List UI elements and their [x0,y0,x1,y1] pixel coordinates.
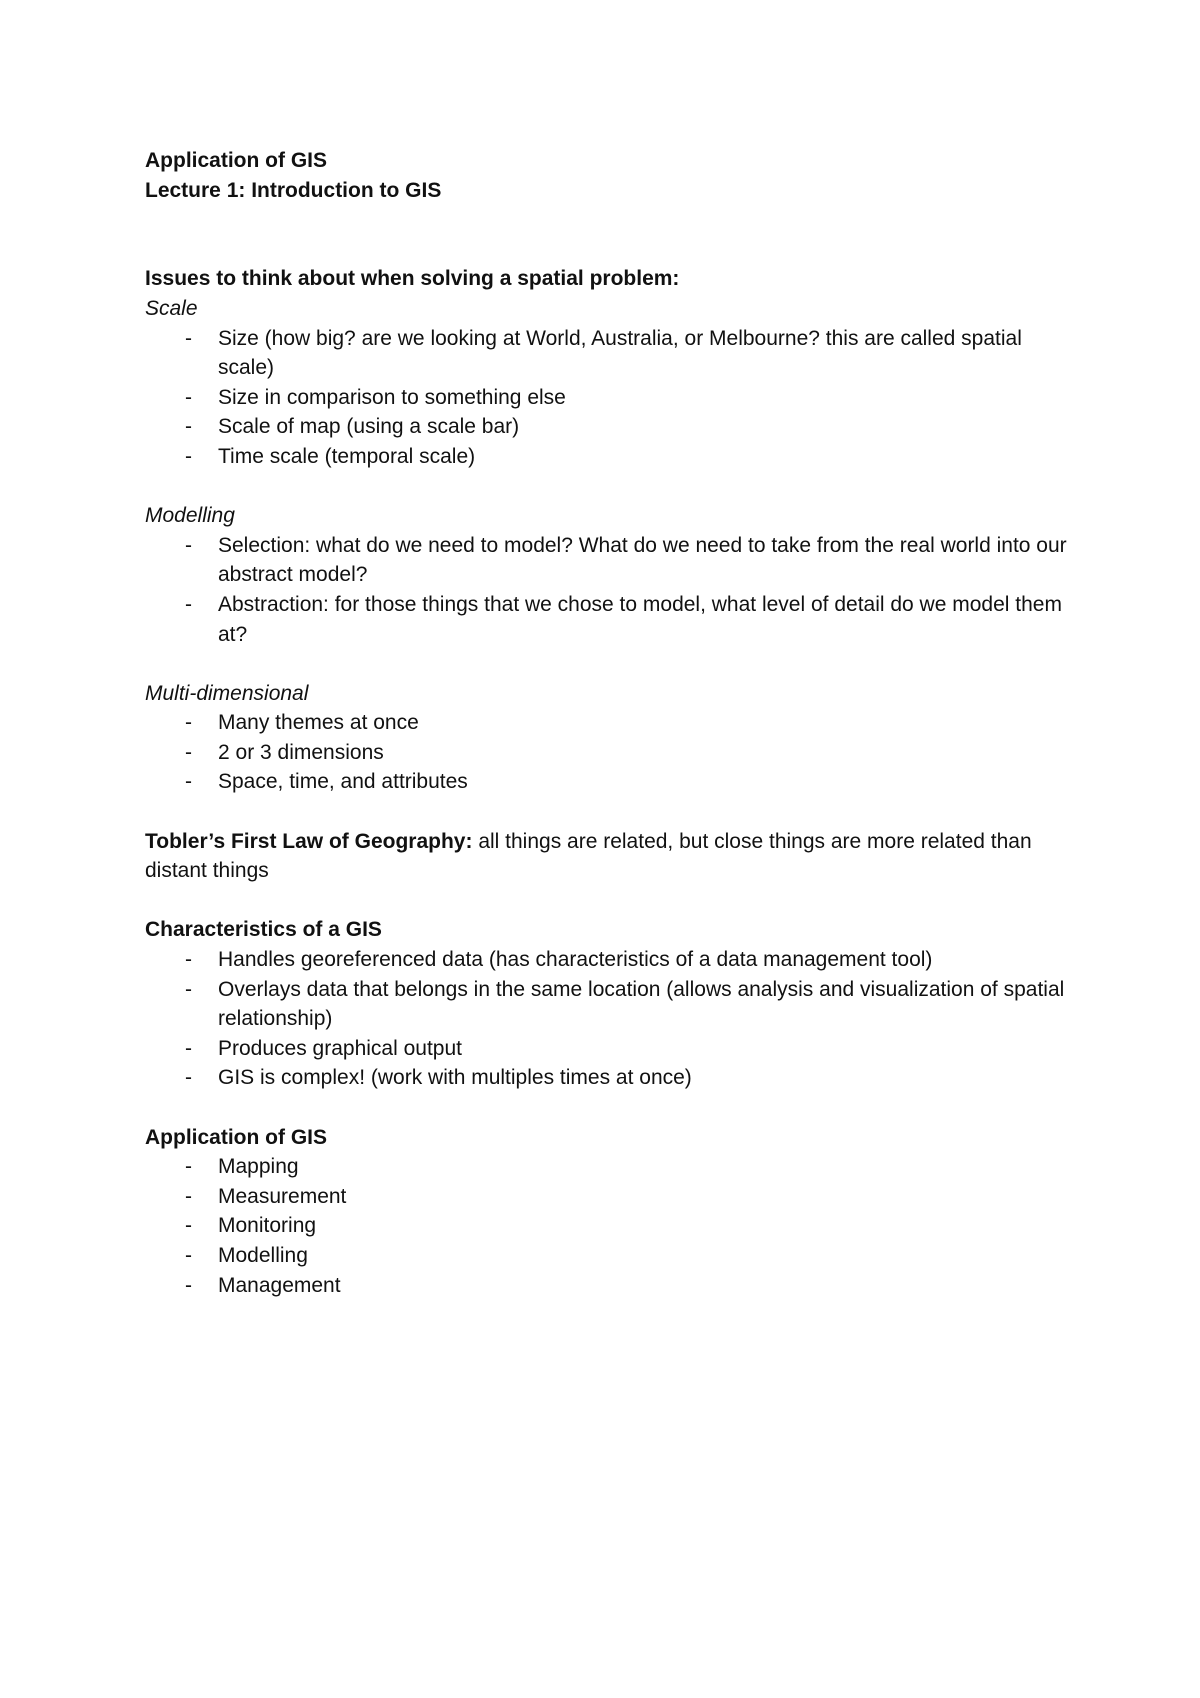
list-item [145,708,1070,738]
tobler-law-term: Tobler’s First Law of Geography: [145,829,473,853]
list-item [145,1034,1070,1064]
list-item-text: Modelling [218,1243,308,1267]
list-item-text: Measurement [218,1184,347,1208]
tobler-law-paragraph [145,827,1070,886]
bullet-dash: - [185,385,192,409]
list-item-text: Monitoring [218,1214,317,1238]
bullet-dash: - [185,740,192,764]
bullet-dash: - [185,948,192,972]
list-item-text: Space, time, and attributes [218,770,468,794]
characteristics-list [145,945,1070,1093]
bullet-dash: - [185,1273,192,1297]
list-item [145,1182,1070,1212]
multi-dimensional-list [145,708,1070,797]
list-item-text: Size in comparison to something else [218,385,566,409]
list-item [145,975,1070,1034]
modelling-label: Modelling [145,504,235,528]
bullet-dash: - [185,1036,192,1060]
list-item-text: Many themes at once [218,711,419,735]
bullet-dash: - [185,1214,192,1238]
list-item [145,1211,1070,1241]
applications-list [145,1152,1070,1300]
list-item-text: Scale of map (using a scale bar) [218,415,520,439]
bullet-dash: - [185,326,192,350]
bullet-dash: - [185,1066,192,1090]
applications-heading: Application of GIS [145,1125,327,1149]
list-item-text: Size (how big? are we looking at World, Australia, or Melbourne? this are called spatial scale) [218,326,1022,380]
list-item-text: Overlays data that belongs in the same location (allows analysis and visualization of spatial relationship) [218,977,1065,1031]
list-item [145,590,1070,649]
list-item [145,945,1070,975]
bullet-dash: - [185,770,192,794]
list-item-text: Management [218,1273,341,1297]
list-item-text: 2 or 3 dimensions [218,740,384,764]
bullet-dash: - [185,444,192,468]
list-item [145,1152,1070,1182]
list-item [145,1271,1070,1301]
list-item [145,767,1070,797]
scale-label: Scale [145,296,198,320]
bullet-dash: - [185,711,192,735]
list-item [145,442,1070,472]
list-item-text: Handles georeferenced data (has characteristics of a data management tool) [218,948,933,972]
bullet-dash: - [185,1184,192,1208]
bullet-dash: - [185,977,192,1001]
tobler-law-definition: all things are related, but close things are more related than distant things [145,829,1032,883]
list-item [145,412,1070,442]
bullet-dash: - [185,592,192,616]
list-item [145,324,1070,383]
list-item-text: GIS is complex! (work with multiples times at once) [218,1066,692,1090]
list-item [145,738,1070,768]
list-item [145,1241,1070,1271]
list-item-text: Mapping [218,1155,299,1179]
list-item [145,1063,1070,1093]
list-item-text: Selection: what do we need to model? What do we need to take from the real world into our abstract model? [218,533,1067,587]
document-body [145,146,1070,1300]
list-item [145,383,1070,413]
modelling-list [145,531,1070,649]
document-subtitle: Lecture 1: Introduction to GIS [145,178,442,202]
list-item [145,531,1070,590]
bullet-dash: - [185,1155,192,1179]
list-item-text: Time scale (temporal scale) [218,444,476,468]
bullet-dash: - [185,533,192,557]
bullet-dash: - [185,1243,192,1267]
characteristics-heading: Characteristics of a GIS [145,918,382,942]
issues-heading: Issues to think about when solving a spatial problem: [145,267,680,291]
multi-dimensional-label: Multi-dimensional [145,681,309,705]
list-item-text: Abstraction: for those things that we chose to model, what level of detail do we model them at? [218,592,1062,646]
list-item-text: Produces graphical output [218,1036,462,1060]
document-title: Application of GIS [145,149,327,172]
bullet-dash: - [185,415,192,439]
scale-list [145,324,1070,472]
